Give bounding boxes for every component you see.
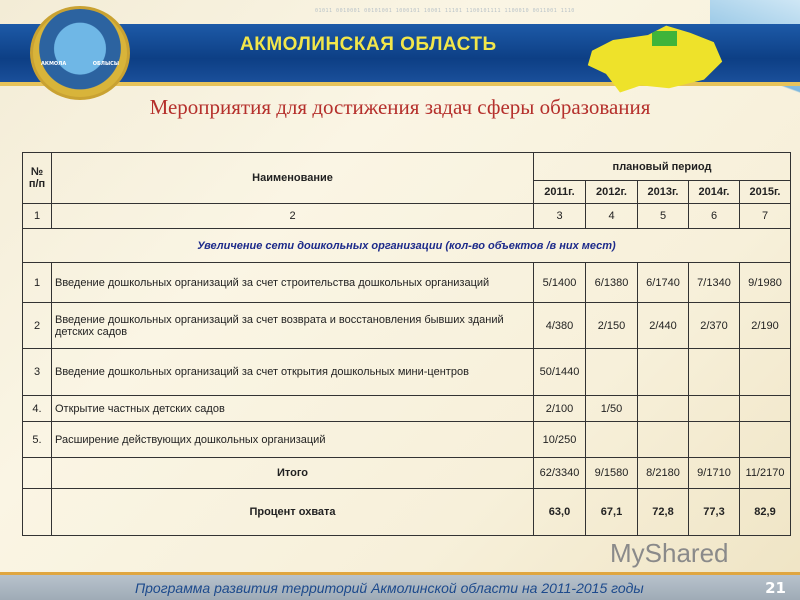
value-cell: 5/1400 <box>534 263 586 303</box>
emblem-label-left: АКМОЛА <box>41 61 67 67</box>
slide-title: Мероприятия для достижения задач сферы образования <box>149 95 651 119</box>
row-name: Введение дошкольных организаций за счет строительства дошкольных организаций <box>52 263 534 303</box>
total-cell: 9/1710 <box>689 458 740 489</box>
footer-bar <box>0 572 800 600</box>
year-header: 2011г. <box>534 181 586 204</box>
index-row <box>23 204 791 229</box>
row-number: 2 <box>23 303 52 349</box>
row-name: Расширение действующих дошкольных организаций <box>52 422 534 458</box>
value-cell: 2/370 <box>689 303 740 349</box>
row-number: 5. <box>23 422 52 458</box>
value-cell: 2/100 <box>534 396 586 422</box>
index-cell: 3 <box>534 204 586 229</box>
row-name: Введение дошкольных организаций за счет возврата и восстановления бывших зданий детских садов <box>52 303 534 349</box>
coverage-row <box>23 489 791 536</box>
row-number: 3 <box>23 349 52 396</box>
emblem-label-right: ОБЛЫСЫ <box>92 61 119 67</box>
coverage-cell: 63,0 <box>534 489 586 536</box>
total-row <box>23 458 791 489</box>
value-cell: 6/1380 <box>586 263 638 303</box>
value-cell <box>740 349 791 396</box>
coverage-cell: 72,8 <box>638 489 689 536</box>
total-cell: 62/3340 <box>534 458 586 489</box>
value-cell: 6/1740 <box>638 263 689 303</box>
header-name: Наименование <box>52 153 534 204</box>
index-cell: 5 <box>638 204 689 229</box>
year-header: 2012г. <box>586 181 638 204</box>
value-cell <box>638 422 689 458</box>
akmola-region-highlight <box>652 31 677 47</box>
coverage-cell: 67,1 <box>586 489 638 536</box>
coverage-label: Процент охвата <box>52 489 534 536</box>
coverage-cell: 77,3 <box>689 489 740 536</box>
value-cell: 2/440 <box>638 303 689 349</box>
table-row <box>23 396 791 422</box>
value-cell: 10/250 <box>534 422 586 458</box>
value-cell: 9/1980 <box>740 263 791 303</box>
region-emblem <box>30 6 130 100</box>
binary-decoration: 01011 0010001 00101001 1000101 10001 11101 1100101111 1100010 0011001 1110 <box>315 8 575 14</box>
value-cell: 50/1440 <box>534 349 586 396</box>
total-label: Итого <box>52 458 534 489</box>
total-cell: 11/2170 <box>740 458 791 489</box>
value-cell <box>689 396 740 422</box>
value-cell: 7/1340 <box>689 263 740 303</box>
value-cell <box>586 349 638 396</box>
year-header: 2013г. <box>638 181 689 204</box>
year-header: 2014г. <box>689 181 740 204</box>
footer-text: Программа развития территорий Акмолинской области на 2011-2015 годы <box>135 580 644 596</box>
coverage-cell: 82,9 <box>740 489 791 536</box>
index-cell: 2 <box>52 204 534 229</box>
value-cell <box>740 396 791 422</box>
row-number: 4. <box>23 396 52 422</box>
row-name: Открытие частных детских садов <box>52 396 534 422</box>
value-cell <box>689 349 740 396</box>
value-cell <box>586 422 638 458</box>
region-title: АКМОЛИНСКАЯ ОБЛАСТЬ <box>240 34 497 55</box>
table-row <box>23 303 791 349</box>
measures-table <box>22 152 791 536</box>
row-number: 1 <box>23 263 52 303</box>
value-cell: 2/150 <box>586 303 638 349</box>
table-row <box>23 349 791 396</box>
index-cell: 1 <box>23 204 52 229</box>
value-cell <box>638 396 689 422</box>
year-header: 2015г. <box>740 181 791 204</box>
total-cell: 9/1580 <box>586 458 638 489</box>
total-cell: 8/2180 <box>638 458 689 489</box>
value-cell: 2/190 <box>740 303 791 349</box>
page-number: 21 <box>765 579 786 597</box>
table-row <box>23 263 791 303</box>
row-name: Введение дошкольных организаций за счет открытия дошкольных мини-центров <box>52 349 534 396</box>
index-cell: 6 <box>689 204 740 229</box>
value-cell <box>740 422 791 458</box>
index-cell: 4 <box>586 204 638 229</box>
header-period: плановый период <box>534 153 791 181</box>
myshared-watermark: MyShared <box>610 538 729 568</box>
index-cell: 7 <box>740 204 791 229</box>
table-row <box>23 422 791 458</box>
value-cell: 1/50 <box>586 396 638 422</box>
value-cell: 4/380 <box>534 303 586 349</box>
section-heading: Увеличение сети дошкольных организации (кол-во объектов /в них мест) <box>23 229 791 263</box>
value-cell <box>689 422 740 458</box>
header-number: № п/п <box>23 153 52 204</box>
value-cell <box>638 349 689 396</box>
